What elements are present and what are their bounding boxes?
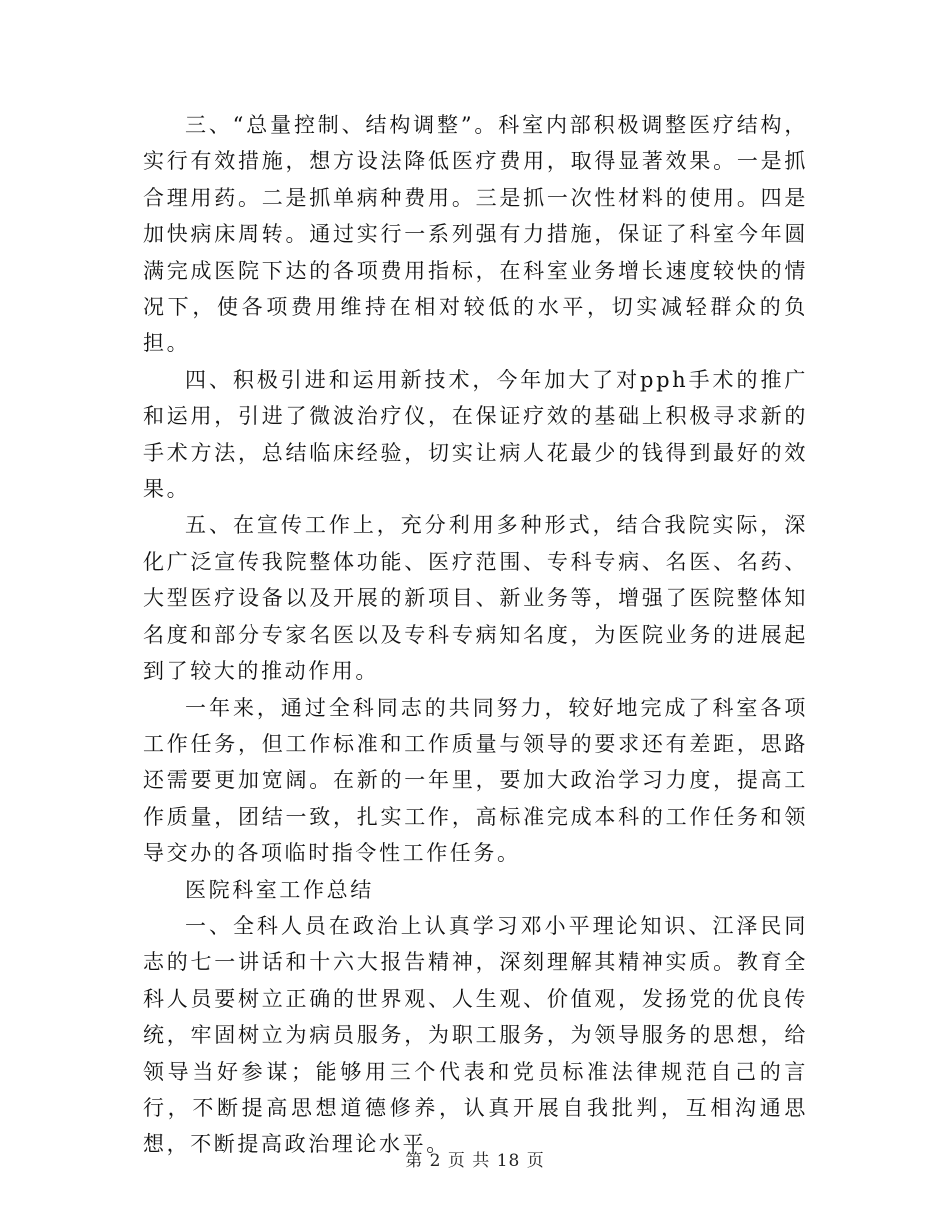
paragraph-year-summary: 一年来，通过全科同志的共同努力，较好地完成了科室各项工作任务，但工作标准和工作质量与领导的要求还有差距，思路还需要更加宽阔。在新的一年里，要加大政治学习力度，提高工作质量，团结一致，扎实工作，高标准完成本科的工作任务和领导交办的各项临时指令性工作任务。 — [143, 695, 808, 866]
section-title: 医院科室工作总结 — [185, 877, 374, 902]
paragraph-new-technology: 四、积极引进和运用新技术，今年加大了对pph手术的推广和运用，引进了微波治疗仪，在保证疗效的基础上积极寻求新的手术方法，总结临床经验，切实让病人花最少的钱得到最好的效果。 — [143, 367, 808, 502]
paragraph-political-study: 一、全科人员在政治上认真学习邓小平理论知识、江泽民同志的七一讲话和十六大报告精神，深刻理解其精神实质。教育全科人员要树立正确的世界观、人生观、价值观，发扬党的优良传统，牢固树立为病员服务，为职工服务，为领导服务的思想，给领导当好参谋；能够用三个代表和党员标准法律规范自己的言行，不断提高思想道德修养，认真开展自我批判，互相沟通思想，不断提高政治理论水平。 — [143, 913, 808, 1157]
page-number: 第 2 页 共 18 页 — [405, 1151, 545, 1171]
document-body — [143, 107, 808, 1163]
paragraph-total-control: 三、“总量控制、结构调整”。科室内部积极调整医疗结构，实行有效措施，想方设法降低医疗费用，取得显著效果。一是抓合理用药。二是抓单病种费用。三是抓一次性材料的使用。四是加快病床周转。通过实行一系列强有力措施，保证了科室今年圆满完成医院下达的各项费用指标，在科室业务增长速度较快的情况下，使各项费用维持在相对较低的水平，切实减轻群众的负担。 — [143, 113, 808, 356]
paragraph-publicity-work: 五、在宣传工作上，充分利用多种形式，结合我院实际，深化广泛宣传我院整体功能、医疗范围、专科专病、名医、名药、大型医疗设备以及开展的新项目、新业务等，增强了医院整体知名度和部分专家名医以及专科专病知名度，为医院业务的进展起到了较大的推动作用。 — [143, 513, 808, 684]
page-footer — [0, 1150, 950, 1172]
